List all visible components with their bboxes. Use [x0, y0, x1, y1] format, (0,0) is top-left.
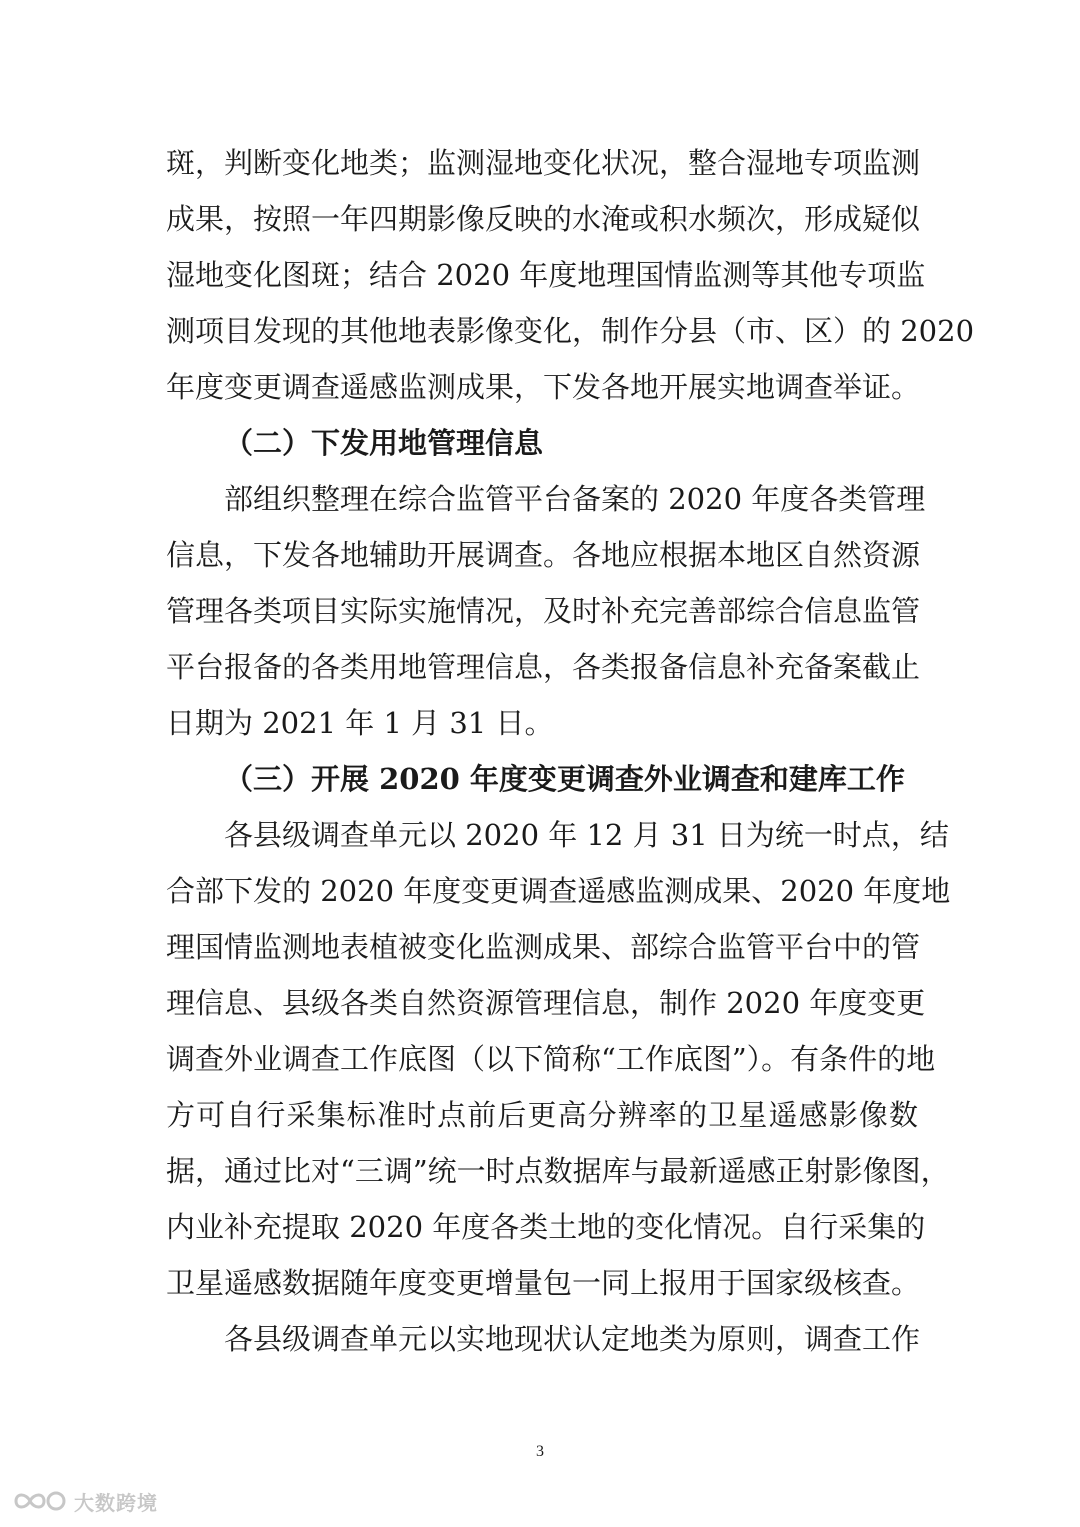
paragraph-line: 卫星遥感数据随年度变更增量包一同上报用于国家级核查。: [166, 1266, 921, 1300]
watermark: [8, 1486, 158, 1516]
section-heading-2: （二）下发用地管理信息: [224, 426, 544, 460]
paragraph-line: 日期为 2021 年 1 月 31 日。: [166, 706, 554, 740]
paragraph-line: 年度变更调查遥感监测成果，下发各地开展实地调查举证。: [166, 370, 921, 404]
paragraph-line: 方可自行采集标准时点前后更高分辨率的卫星遥感影像数: [166, 1098, 918, 1132]
paragraph-line: 湿地变化图斑；结合 2020 年度地理国情监测等其他专项监: [166, 258, 926, 292]
paragraph-line: 部组织整理在综合监管平台备案的 2020 年度各类管理: [224, 482, 926, 516]
paragraph-line: 内业补充提取 2020 年度各类土地的变化情况。自行采集的: [166, 1210, 926, 1244]
paragraph-line: 理信息、县级各类自然资源管理信息，制作 2020 年度变更: [166, 986, 926, 1020]
paragraph-line: 管理各类项目实际实施情况，及时补充完善部综合信息监管: [166, 594, 921, 628]
paragraph-line: 斑，判断变化地类；监测湿地变化状况，整合湿地专项监测: [166, 146, 921, 180]
paragraph-line: 信息，下发各地辅助开展调查。各地应根据本地区自然资源: [166, 538, 921, 572]
paragraph-line: 测项目发现的其他地表影像变化，制作分县（市、区）的 2020: [166, 314, 975, 348]
paragraph-line: 理国情监测地表植被变化监测成果、部综合监管平台中的管: [166, 930, 921, 964]
watermark-text: 大数跨境: [74, 1490, 158, 1515]
paragraph-line: 平台报备的各类用地管理信息，各类报备信息补充备案截止: [166, 650, 921, 684]
infinity-logo-icon: [8, 1487, 68, 1515]
paragraph-line: 各县级调查单元以实地现状认定地类为原则，调查工作: [224, 1322, 921, 1356]
paragraph-line: 各县级调查单元以 2020 年 12 月 31 日为统一时点，结: [224, 818, 949, 852]
page-number: 3: [536, 1443, 544, 1460]
paragraph-line: 合部下发的 2020 年度变更调查遥感监测成果、2020 年度地: [166, 874, 951, 908]
section-heading-3: （三）开展 2020 年度变更调查外业调查和建库工作: [224, 762, 905, 796]
paragraph-line: 据，通过比对“三调”统一时点数据库与最新遥感正射影像图，: [166, 1154, 950, 1188]
paragraph-line: 成果，按照一年四期影像反映的水淹或积水频次，形成疑似: [166, 202, 921, 236]
paragraph-line: 调查外业调查工作底图（以下简称“工作底图”）。有条件的地: [166, 1042, 936, 1076]
